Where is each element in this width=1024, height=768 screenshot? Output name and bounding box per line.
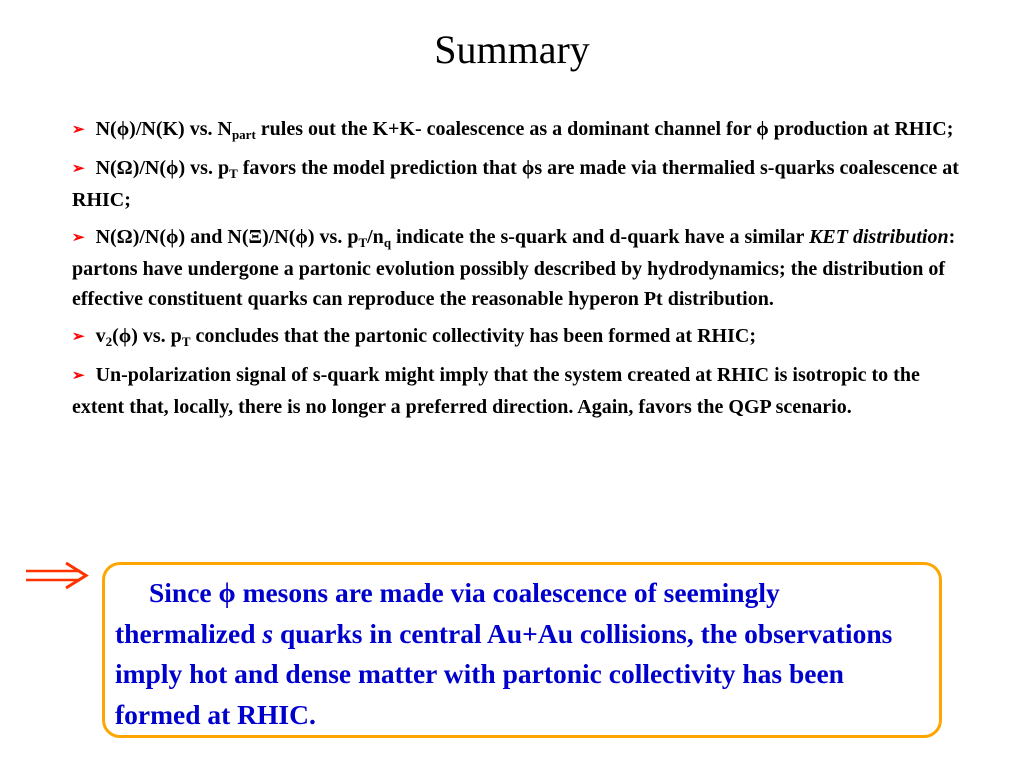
phi-symbol: ϕ xyxy=(166,226,179,248)
phi-symbol: ϕ xyxy=(118,325,132,347)
phi-symbol: ϕ xyxy=(166,157,179,179)
bullet-text: ) and N(Ξ)/N( xyxy=(178,226,296,248)
bullet-text: ) vs. p xyxy=(178,157,230,179)
italic-term: KET distribution xyxy=(809,226,949,248)
phi-symbol: ϕ xyxy=(218,577,236,608)
bullet-text: s are made via thermalied s-quarks coalescence at RHIC; xyxy=(72,157,959,211)
bullet-text: N(Ω)/N( xyxy=(95,157,167,179)
slide-title: Summary xyxy=(434,27,590,72)
right-arrow-icon xyxy=(22,560,94,596)
bullet-text: rules out the K+K- coalescence as a dominant channel for xyxy=(255,118,757,140)
summary-bullet-list xyxy=(72,114,972,429)
bullet-item xyxy=(72,222,972,314)
conclusion-segment: quarks in central Au+Au collisions, the observations imply hot and dense matter with partonic collectivity has been formed at RHIC. xyxy=(115,617,893,730)
bullet-text: Un-polarization signal of s-quark might imply that the system created at RHIC is isotropic to the extent that, locally, there is no longer a preferred direction. Again, favors the QGP scenario. xyxy=(72,364,920,418)
conclusion-text xyxy=(115,573,923,735)
bullet-text: indicate the s-quark and d-quark have a similar xyxy=(391,226,810,248)
conclusion-segment: Since xyxy=(149,577,219,608)
conclusion-box xyxy=(102,562,942,738)
bullet-text: v xyxy=(95,325,106,347)
subscript: T xyxy=(229,166,238,181)
bullet-item xyxy=(72,321,972,353)
bullet-item xyxy=(72,153,972,215)
phi-symbol: ϕ xyxy=(521,157,535,179)
bullet-text: /n xyxy=(367,226,384,248)
bullet-item xyxy=(72,114,972,146)
bullet-text: ) vs. p xyxy=(307,226,359,248)
subscript: q xyxy=(383,235,392,250)
bullet-arrow-icon: ➢ xyxy=(72,161,85,177)
bullet-item xyxy=(72,360,972,422)
bullet-text: )/N(K) vs. N xyxy=(129,118,232,140)
subscript: part xyxy=(231,127,256,142)
subscript: 2 xyxy=(105,334,113,349)
bullet-arrow-icon: ➢ xyxy=(72,230,85,246)
conclusion-segment: mesons are made via coalescence of seemingly thermalized xyxy=(115,577,780,649)
bullet-text: N(Ω)/N( xyxy=(95,226,167,248)
bullet-arrow-icon: ➢ xyxy=(72,329,85,345)
bullet-text: N( xyxy=(95,118,117,140)
bullet-text: favors the model prediction that xyxy=(237,157,522,179)
phi-symbol: ϕ xyxy=(295,226,308,248)
bullet-text: production at RHIC; xyxy=(768,118,954,140)
bullet-text: concludes that the partonic collectivity has been formed at RHIC; xyxy=(190,325,756,347)
subscript: T xyxy=(358,235,368,250)
italic-term: s xyxy=(262,617,274,649)
bullet-text: ) vs. p xyxy=(131,325,182,347)
subscript: T xyxy=(181,334,191,349)
phi-symbol: ϕ xyxy=(116,118,130,140)
bullet-text: ( xyxy=(112,325,119,347)
bullet-arrow-icon: ➢ xyxy=(72,122,85,138)
phi-symbol: ϕ xyxy=(756,118,769,140)
bullet-text: : partons have undergone a partonic evolution possibly described by hydrodynamics; the distribution of effective constituent quarks can reproduce the reasonable hyperon Pt distribution. xyxy=(72,226,956,310)
bullet-arrow-icon: ➢ xyxy=(72,368,85,384)
